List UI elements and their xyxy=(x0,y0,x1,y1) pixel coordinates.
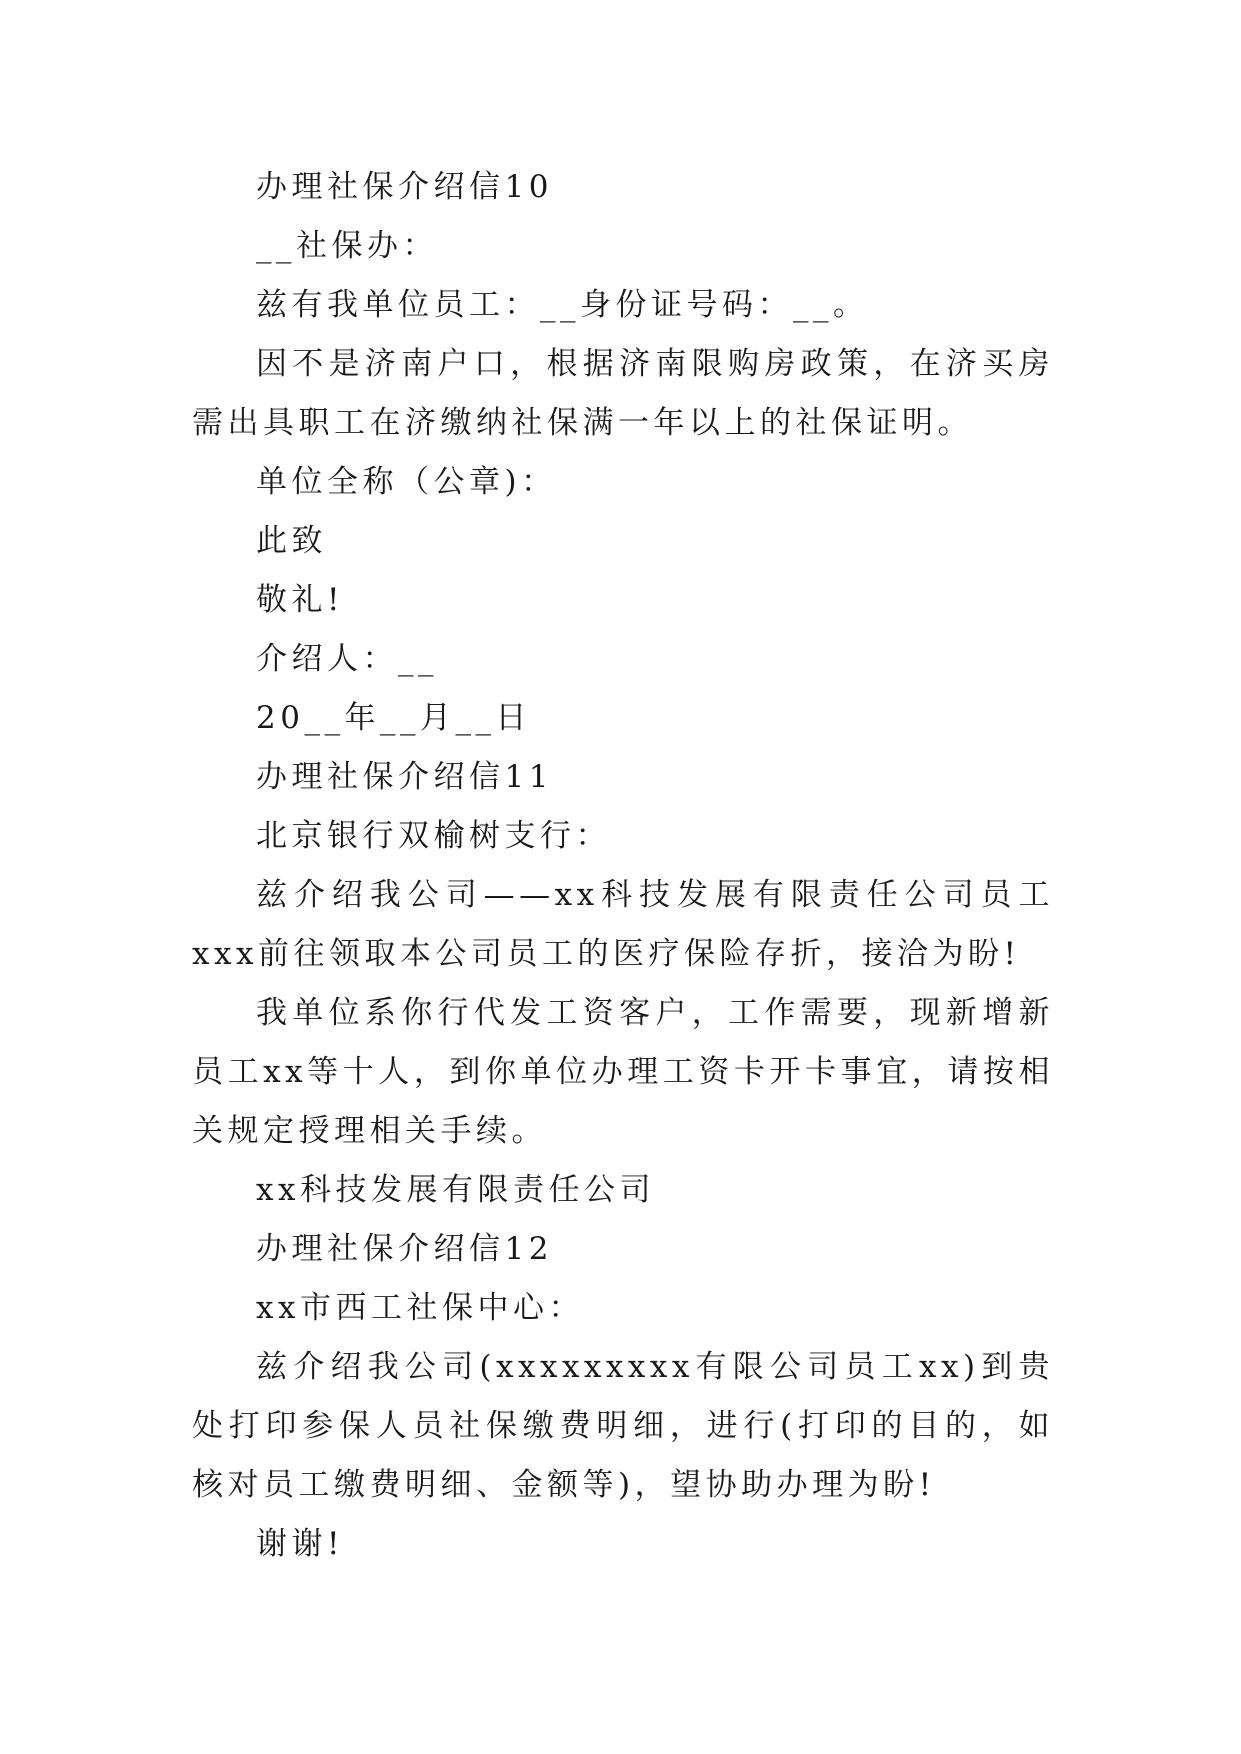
document-page xyxy=(192,158,1054,1574)
body-paragraph: 兹介绍我公司(xxxxxxxxx有限公司员工xx)到贵处打印参保人员社保缴费明细，进行(打印的目的，如核对员工缴费明细、金额等)，望协助办理为盼! xyxy=(192,1349,1054,1503)
body-paragraph: 因不是济南户口，根据济南限购房政策，在济买房需出具职工在济缴纳社保满一年以上的社保证明。 xyxy=(192,346,1054,441)
letter-title: 办理社保介绍信11 xyxy=(256,759,553,795)
closing-line: 谢谢! xyxy=(256,1526,344,1562)
date-line: 20__年__月__日 xyxy=(256,700,531,736)
letter-title: 办理社保介绍信10 xyxy=(256,169,553,205)
recipient-line: __社保办： xyxy=(256,228,438,264)
body-paragraph: 我单位系你行代发工资客户，工作需要，现新增新员工xx等十人，到你单位办理工资卡开卡事宜，请按相关规定授理相关手续。 xyxy=(192,995,1054,1149)
signature-line: xx科技发展有限责任公司 xyxy=(256,1172,655,1208)
letter-title: 办理社保介绍信12 xyxy=(256,1231,553,1267)
company-seal-line: 单位全称（公章)： xyxy=(256,464,557,500)
closing-line: 敬礼! xyxy=(256,582,344,618)
recipient-line: 北京银行双榆树支行： xyxy=(256,818,611,854)
body-paragraph: 兹介绍我公司——xx科技发展有限责任公司员工xxx前往领取本公司员工的医疗保险存折，接洽为盼! xyxy=(192,877,1054,972)
body-paragraph: 兹有我单位员工：__身份证号码：__。 xyxy=(256,287,869,323)
introducer-line: 介绍人：__ xyxy=(256,641,438,677)
closing-line: 此致 xyxy=(256,523,327,559)
recipient-line: xx市西工社保中心： xyxy=(256,1290,584,1326)
